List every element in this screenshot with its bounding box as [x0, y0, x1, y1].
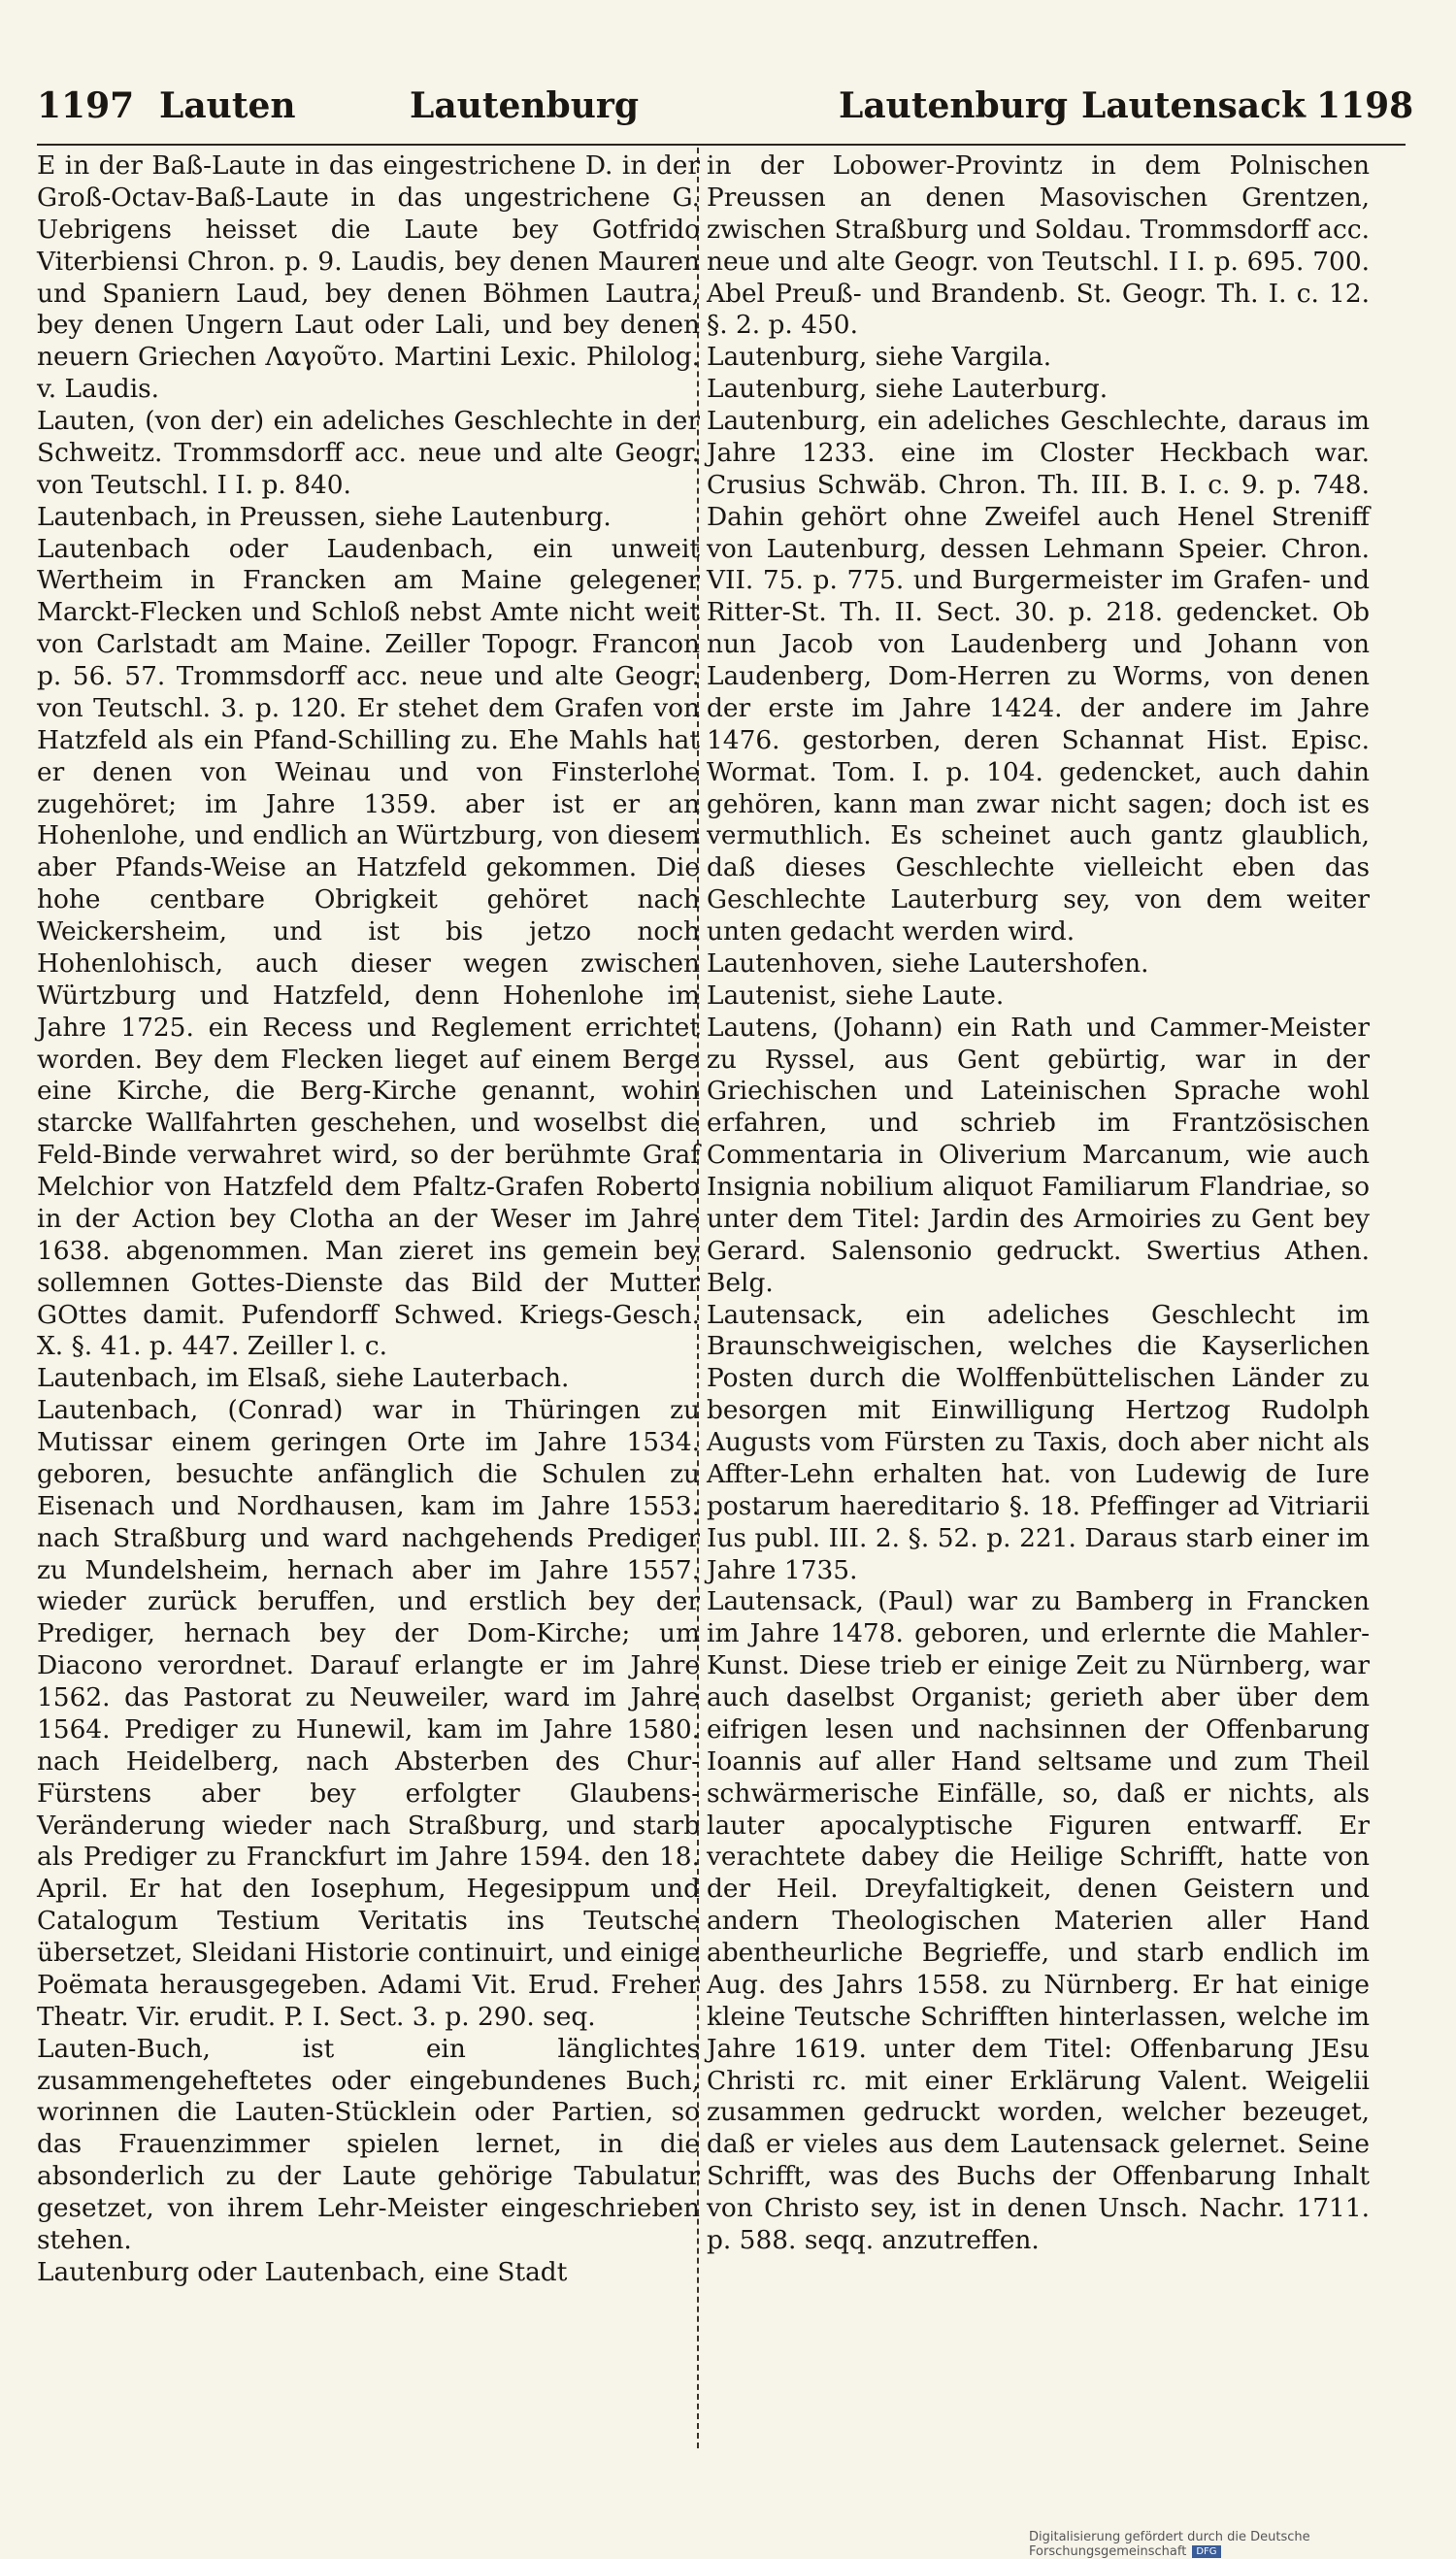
entry-paragraph: Lautenburg oder Lautenbach, eine Stadt — [37, 2256, 568, 2287]
entry-paragraph: Lautensack, ein adeliches Geschlecht im Braunschweigischen, welches die Kayserlichen Posten durch die Wolffenbüttelischen Länder zu besorgen mit Einwilligung Hertzog Rudolph Augusts vom Fürsten zu Taxis, doch aber nicht als Affter-Lehn erhalten hat. von Ludewig de Iure postarum haereditario §. 18. Pfeffinger ad Vitriarii Ius publ. III. 2. §. 52. p. 221. Daraus starb einer im Jahre 1735. — [707, 1299, 1370, 1585]
entry-paragraph: Lautens, (Johann) ein Rath und Cammer-Meister zu Ryssel, aus Gent gebürtig, war in der Griechischen und Lateinischen Sprache wohl erfahren, und schrieb im Frantzösischen Commentaria in Oliverium Marcanum, wie auch Insignia nobilium aliquot Familiarum Flandriae, so unter dem Titel: Jardin des Armoiries zu Gent bey Gerard. Salensonio gedruckt. Swertius Athen. Belg. — [707, 1012, 1370, 1298]
catchword-left-2: Lautenburg — [410, 85, 640, 126]
header-rule — [37, 144, 1406, 146]
entry-paragraph: in der Lobower-Provintz in dem Polnischen Preussen an denen Masovischen Grentzen, zwischen Straßburg und Soldau. Trommsdorff acc. neue und alte Geogr. von Teutschl. I I. p. 695. 700. Abel Preuß- und Brandenb. St. Geogr. Th. I. c. 12. §. 2. p. 450. — [707, 150, 1370, 341]
entry-paragraph: Lautenbach oder Laudenbach, ein unweit Wertheim in Francken am Maine gelegener Marckt-Flecken und Schloß nebst Amte nicht weit von Carlstadt am Maine. Zeiller Topogr. Francon p. 56. 57. Trommsdorff acc. neue und alte Geogr. von Teutschl. 3. p. 120. Er stehet dem Grafen von Hatzfeld als ein Pfand-Schilling zu. Ehe Mahls hat er denen von Weinau und von Finsterlohe zugehöret; im Jahre 1359. aber ist er an Hohenlohe, und endlich an Würtzburg, von diesem aber Pfands-Weise an Hatzfeld gekommen. Die hohe centbare Obrigkeit gehöret nach Weickersheim, und ist bis jetzo noch Hohenlohisch, auch dieser wegen zwischen Würtzburg und Hatzfeld, denn Hohenlohe im Jahre 1725. ein Recess und Reglement errichtet worden. Bey dem Flecken lieget auf einem Berge eine Kirche, die Berg-Kirche genannt, wohin starcke Wallfahrten geschehen, und woselbst die Feld-Binde verwahret wird, so der berühmte Graf Melchior von Hatzfeld dem Pfaltz-Grafen Roberto in der Action bey Clotha an der Weser im Jahre 1638. abgenommen. Man zieret ins gemein bey sollemnen Gottes-Dienste das Bild der Mutter GOttes damit. Pufendorff Schwed. Kriegs-Gesch. X. §. 41. p. 447. Zeiller l. c. — [37, 533, 700, 1362]
entry-paragraph: Lautenburg, siehe Lauterburg. — [707, 374, 1109, 405]
running-header — [37, 85, 1414, 136]
entry-paragraph: Lautenbach, in Preussen, siehe Lautenburg. — [37, 501, 612, 532]
entry-paragraph: Lautenbach, im Elsaß, siehe Lauterbach. — [37, 1363, 570, 1394]
dfg-logo: DFG — [1192, 2545, 1220, 2558]
digitization-credit — [1029, 2530, 1456, 2559]
entry-paragraph: Lautenbach, (Conrad) war in Thüringen zu Mutissar einem geringen Orte im Jahre 1534. geboren, besuchte anfänglich die Schulen zu Eisenach und Nordhausen, kam im Jahre 1553. nach Straßburg und ward nachgehends Prediger zu Mundelsheim, hernach aber im Jahre 1557. wieder zurück beruffen, und erstlich bey der Prediger, hernach bey der Dom-Kirche; um Diacono verordnet. Darauf erlangte er im Jahre 1562. das Pastorat zu Neuweiler, ward im Jahre 1564. Prediger zu Hunewil, kam im Jahre 1580. nach Heidelberg, nach Absterben des Chur-Fürstens aber bey erfolgter Glaubens-Veränderung wieder nach Straßburg, und starb als Prediger zu Franckfurt im Jahre 1594. den 18. April. Er hat den Iosephum, Hegesippum und Catalogum Testium Veritatis ins Teutsche übersetzet, Sleidani Historie continuirt, und einige Poëmata herausgegeben. Adami Vit. Erud. Freher Theatr. Vir. erudit. P. I. Sect. 3. p. 290. seq. — [37, 1395, 700, 2032]
entry-paragraph: Lauten, (von der) ein adeliches Geschlechte in der Schweitz. Trommsdorff acc. neue und alte Geogr. von Teutschl. I I. p. 840. — [37, 406, 700, 500]
entry-paragraph: Lauten-Buch, ist ein länglichtes zusammengeheftetes oder eingebundenes Buch, worinnen die Lauten-Stücklein oder Partien, so das Frauenzimmer spielen lernet, in die absonderlich zu der Laute gehörige Tabulatur gesetzet, von ihrem Lehr-Meister eingeschrieben stehen. — [37, 2033, 700, 2255]
catchword-left-1: Lauten — [159, 85, 296, 126]
entry-paragraph: Lautenburg, ein adeliches Geschlechte, daraus im Jahre 1233. eine im Closter Heckbach war. Crusius Schwäb. Chron. Th. III. B. I. c. 9. p. 748. Dahin gehört ohne Zweifel auch Henel Streniff von Lautenburg, dessen Lehmann Speier. Chron. VII. 75. p. 775. und Burgermeister im Grafen- und Ritter-St. Th. II. Sect. 30. p. 218. gedencket. Ob nun Jacob von Laudenberg und Johann von Laudenberg, Dom-Herren zu Worms, von denen der erste im Jahre 1424. der andere im Jahre 1476. gestorben, deren Schannat Hist. Episc. Wormat. Tom. I. p. 104. gedencket, auch dahin gehören, kann man zwar nicht sagen; doch ist es vermuthlich. Es scheinet auch gantz glaublich, daß dieses Geschlechte vielleicht eben das Geschlechte Lauterburg sey, von dem weiter unten gedacht werden wird. — [707, 406, 1370, 947]
right-column — [707, 150, 1370, 2412]
entry-paragraph: Lautenhoven, siehe Lautershofen. — [707, 947, 1149, 979]
entry-paragraph: Lautenburg, siehe Vargila. — [707, 342, 1052, 373]
left-column — [37, 150, 700, 2412]
entry-paragraph: Lautenist, siehe Laute. — [707, 980, 1005, 1011]
page-number-left: 1197 — [37, 85, 135, 126]
entry-paragraph: E in der Baß-Laute in das eingestrichene D. in der Groß-Octav-Baß-Laute in das ungestrichene G. Uebrigens heisset die Laute bey Gotfrido Viterbiensi Chron. p. 9. Laudis, bey denen Mauren und Spaniern Laud, bey denen Böhmen Lautra, bey denen Ungern Laut oder Lali, und bey denen neuern Griechen Λαγοῦτο. Martini Lexic. Philolog. v. Laudis. — [37, 150, 700, 405]
catchword-right-2: Lautensack — [1081, 85, 1306, 126]
page-number-right: 1198 — [1316, 85, 1414, 126]
catchword-right-1: Lautenburg — [839, 85, 1069, 126]
credit-text: Digitalisierung gefördert durch die Deutsche Forschungsgemeinschaft — [1029, 2530, 1310, 2559]
entry-paragraph: Lautensack, (Paul) war zu Bamberg in Francken im Jahre 1478. geboren, und erlernte die Mahler-Kunst. Diese trieb er einige Zeit zu Nürnberg, war auch daselbst Organist; gerieth aber über dem eifrigen lesen und nachsinnen der Offenbarung Ioannis auf aller Hand seltsame und zum Theil schwärmerische Einfälle, so, daß er nichts, als lauter apocalyptische Figuren entwarff. Er verachtete dabey die Heilige Schrifft, hatte von der Heil. Dreyfaltigkeit, denen Geistern und andern Theologischen Materien aller Hand abentheurliche Begrieffe, und starb endlich im Aug. des Jahrs 1558. zu Nürnberg. Er hat einige kleine Teutsche Schrifften hinterlassen, welche im Jahre 1619. unter dem Titel: Offenbarung JEsu Christi rc. mit einer Erklärung Valent. Weigelii zusammen gedruckt worden, welcher bezeuget, daß er vieles aus dem Lautensack gelernet. Seine Schrifft, was des Buchs der Offenbarung Inhalt von Christo sey, ist in denen Unsch. Nachr. 1711. p. 588. seqq. anzutreffen. — [707, 1586, 1370, 2255]
